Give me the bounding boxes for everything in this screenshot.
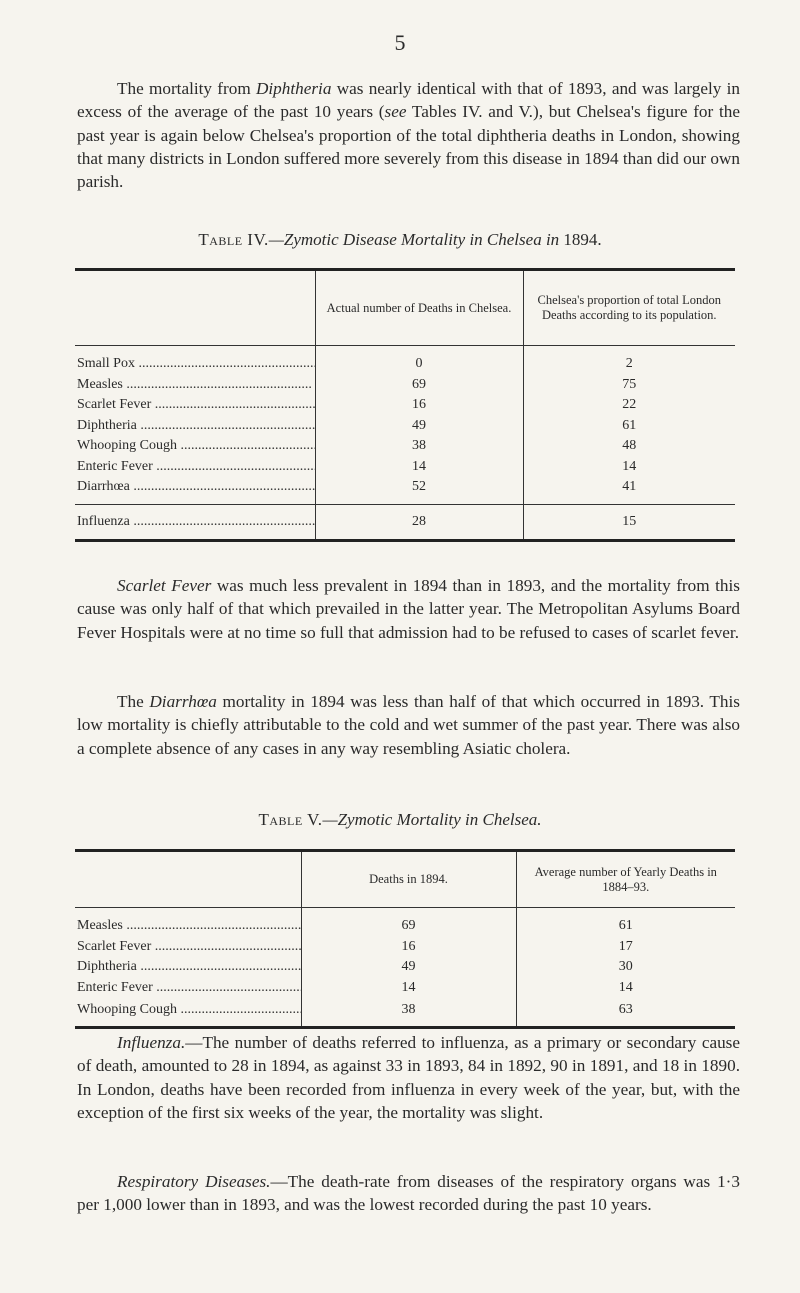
cell-value: 38 [301, 998, 516, 1028]
row-label [75, 395, 315, 416]
text-run: was much less prevalent in 1894 than in 1893, and the mortality from this cause was only half of that which prevailed in the latter year. The Metropolitan Asylums Board Fever Hospitals were at no time so full that admission had to be refused to cases of scarlet fever. [77, 576, 740, 642]
table-row [75, 957, 735, 978]
row-label-text: Small Pox ..... [77, 356, 315, 371]
cell-value: 30 [516, 957, 735, 978]
table5-body [75, 908, 735, 1028]
cell-value: 49 [301, 957, 516, 978]
row-label-text: Diphtheria ..... [77, 418, 315, 433]
spacer [516, 908, 735, 917]
italic-term: Influenza. [117, 1033, 186, 1052]
table-row [75, 477, 735, 498]
caption-year: 1894. [559, 230, 602, 249]
table4-col-actual: Actual number of Deaths in Chelsea. [315, 270, 523, 346]
table-row [75, 354, 735, 375]
text-run: The mortality from [117, 79, 256, 98]
table5-col-deaths: Deaths in 1894. [301, 851, 516, 908]
paragraph-scarlet-fever [77, 574, 740, 644]
row-label-text: Enteric Fever ..... [77, 980, 301, 995]
spacer [315, 346, 523, 355]
table5-corner [75, 851, 301, 908]
italic-term: Diphtheria [255, 79, 332, 98]
page-number: 5 [394, 30, 406, 55]
row-label-text: Measles ..... [77, 918, 301, 933]
table4-col-proportion: Chelsea's proportion of total London Deaths according to its population. [523, 270, 735, 346]
text-run: —The death-rate from diseases of the respiratory organs was 1·3 per 1,000 lower than in 1893, and was the lowest recorded during the past 10 years. [77, 1172, 740, 1215]
row-label [75, 504, 315, 540]
caption-title: —Zymotic Disease Mortality in Chelsea in [268, 230, 560, 249]
table-row [75, 375, 735, 396]
cell-value: 14 [516, 978, 735, 999]
cell-value: 15 [523, 504, 735, 540]
caption-label: Table V. [258, 810, 323, 829]
cell-value: 63 [516, 998, 735, 1028]
table-row [75, 978, 735, 999]
cell-value: 14 [301, 978, 516, 999]
table-row [75, 436, 735, 457]
text-run: mortality in 1894 was less than half of that which occurred in 1893. This low mortality is chiefly attributable to the cold and wet summer of the past year. There was also a complete absence of any cases in any way resembling Asiatic cholera. [77, 692, 740, 758]
table-row [75, 416, 735, 437]
spacer [301, 908, 516, 917]
row-label-text: Influenza ..... [77, 514, 315, 529]
row-label [75, 978, 301, 999]
row-label [75, 998, 301, 1028]
row-label-text: Scarlet Fever ..... [77, 397, 315, 412]
table4-caption [0, 230, 800, 250]
cell-value: 69 [301, 916, 516, 937]
table-v [75, 849, 735, 1029]
row-label [75, 436, 315, 457]
cell-value: 0 [315, 354, 523, 375]
cell-value: 61 [523, 416, 735, 437]
table4-body [75, 346, 735, 541]
paragraph-diarrhoea [77, 690, 740, 760]
text-run: Tables IV. and V.), but Chelsea's figure for the past year is again below Chelsea's proportion of the total diphtheria deaths in London, showing that many districts in London suffered more severely from this disease in 1894 than did our own parish. [77, 102, 740, 192]
paragraph-influenza [77, 1031, 740, 1124]
spacer [75, 908, 301, 917]
cell-value: 17 [516, 937, 735, 958]
row-label [75, 477, 315, 498]
caption-title: —Zymotic Mortality in Chelsea. [322, 810, 542, 829]
table-row [75, 395, 735, 416]
row-label [75, 457, 315, 478]
cell-value: 14 [523, 457, 735, 478]
table-row [75, 504, 735, 540]
text-run: —The number of deaths referred to influenza, as a primary or secondary cause of death, amounted to 28 in 1894, as against 33 in 1893, 84 in 1892, 90 in 1891, and 18 in 1890. In London, deaths have been recorded from influenza in every week of the year, but, with the exception of the first six weeks of the year, the mortality was slight. [77, 1033, 740, 1122]
spacer [75, 346, 315, 355]
row-label [75, 957, 301, 978]
table5-col-average: Average number of Yearly Deaths in 1884–93. [516, 851, 735, 908]
row-label-text: Diarrhœa ..... [77, 479, 315, 494]
caption-label: Table IV. [198, 230, 269, 249]
paragraph-respiratory [77, 1170, 740, 1217]
row-label [75, 416, 315, 437]
cell-value: 48 [523, 436, 735, 457]
cell-value: 16 [301, 937, 516, 958]
cell-value: 28 [315, 504, 523, 540]
row-label [75, 937, 301, 958]
table-iv [75, 268, 735, 542]
cell-value: 69 [315, 375, 523, 396]
spacer [523, 346, 735, 355]
row-label-text: Enteric Fever ..... [77, 459, 315, 474]
cell-value: 49 [315, 416, 523, 437]
table-row [75, 916, 735, 937]
text-run: was nearly identical with that of 1893, and was largely in excess of the average of the past 10 years ( [77, 79, 740, 122]
row-label-text: Measles ..... [77, 377, 312, 392]
row-label [75, 916, 301, 937]
row-label [75, 375, 315, 396]
cell-value: 38 [315, 436, 523, 457]
text-run: The [117, 692, 150, 711]
italic-term: see [384, 102, 407, 122]
italic-term: Diarrhœa [149, 692, 217, 711]
paragraph-diphtheria [77, 77, 740, 193]
row-label-text: Scarlet Fever ..... [77, 939, 301, 954]
table-row [75, 998, 735, 1028]
table5-caption [0, 810, 800, 830]
cell-value: 22 [523, 395, 735, 416]
italic-term: Scarlet Fever [117, 576, 212, 595]
cell-value: 75 [523, 375, 735, 396]
cell-value: 14 [315, 457, 523, 478]
table-row [75, 937, 735, 958]
cell-value: 61 [516, 916, 735, 937]
cell-value: 52 [315, 477, 523, 498]
row-label-text: Whooping Cough ..... [77, 1002, 301, 1017]
row-label-text: Whooping Cough ..... [77, 438, 315, 453]
cell-value: 41 [523, 477, 735, 498]
table4-corner [75, 270, 315, 346]
row-label [75, 354, 315, 375]
table-row [75, 457, 735, 478]
cell-value: 16 [315, 395, 523, 416]
row-label-text: Diphtheria ..... [77, 959, 301, 974]
cell-value: 2 [523, 354, 735, 375]
italic-term: Respiratory Diseases. [117, 1172, 271, 1191]
